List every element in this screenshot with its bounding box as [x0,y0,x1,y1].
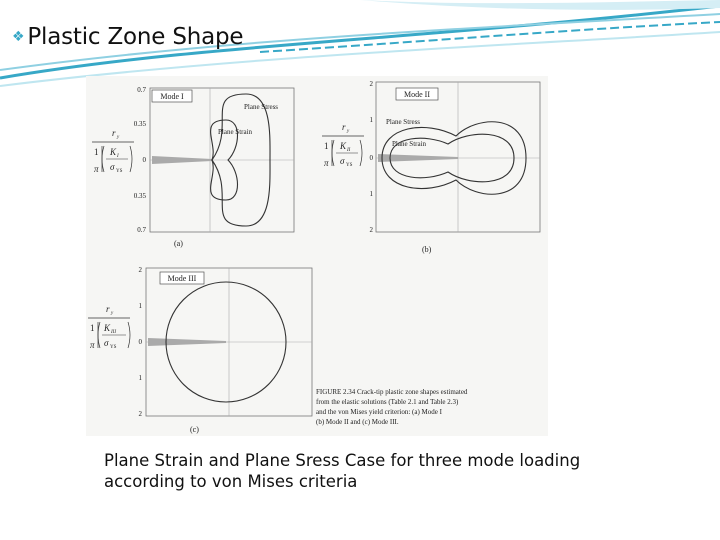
a-tick-1: 0.35 [133,120,146,128]
svg-text:π: π [90,340,95,350]
a-tick-0: 0.7 [137,86,146,94]
b-label-plane-strain: Plane Strain [392,140,427,148]
svg-text:K: K [104,323,111,333]
figure-caption-line-0: FIGURE 2.34 Crack-tip plastic zone shapes estimated [316,388,468,396]
svg-text:y: y [117,135,120,140]
svg-text:r: r [342,122,346,132]
figure-caption-line-3: (b) Mode II and (c) Mode III. [316,418,399,426]
svg-text:1: 1 [94,147,99,157]
c-tick-0: 2 [138,266,142,274]
slide-title [12,24,243,50]
svg-text:1: 1 [90,323,95,333]
a-mode-label: Mode I [160,92,184,101]
svg-text:YS: YS [346,163,353,168]
a-label-plane-strain: Plane Strain [218,128,253,136]
svg-text:r: r [112,128,116,138]
c-tick-3: 1 [138,374,142,382]
svg-text:π: π [324,158,329,168]
a-label-plane-stress: Plane Stress [244,103,279,111]
svg-text:r: r [106,304,110,314]
svg-text:I: I [117,154,119,159]
c-tick-1: 1 [138,302,142,310]
svg-text:σ: σ [110,162,115,172]
c-tick-2: 0 [138,338,142,346]
figure-caption-line-1: from the elastic solutions (Table 2.1 and Table 2.3) [316,398,459,406]
b-tick-1: 1 [369,116,373,124]
svg-text:K: K [110,147,117,157]
a-tick-4: 0.7 [137,226,146,234]
bullet-icon: ❖ [12,29,25,45]
svg-text:II: II [347,148,351,153]
b-mode-label: Mode II [404,90,430,99]
c-tick-4: 2 [138,410,142,418]
svg-text:y: y [111,311,114,316]
a-tick-3: 0.35 [133,192,146,200]
b-tick-3: 1 [369,190,373,198]
a-tick-2: 0 [142,156,146,164]
svg-text:K: K [340,141,347,151]
svg-text:π: π [94,164,99,174]
svg-text:σ: σ [104,338,109,348]
slide-caption: Plane Strain and Plane Sress Case for three mode loading according to von Mises criteria [104,451,581,491]
figure-background [86,76,548,436]
b-tick-2: 0 [369,154,373,162]
plastic-zone-figure [86,76,548,436]
svg-text:1: 1 [324,141,329,151]
c-panel-label: (c) [190,425,199,434]
svg-text:YS: YS [116,169,123,174]
c-mode-label: Mode III [167,274,197,283]
b-label-plane-stress: Plane Stress [386,118,421,126]
svg-text:σ: σ [340,156,345,166]
b-tick-4: 2 [369,226,373,234]
b-panel-label: (b) [422,245,432,254]
svg-text:III: III [111,330,116,335]
svg-text:YS: YS [110,345,117,350]
svg-text:y: y [347,129,350,134]
a-panel-label: (a) [174,239,183,248]
figure-caption-line-2: and the von Mises yield criterion: (a) Mode I [316,408,442,416]
b-tick-0: 2 [369,80,373,88]
slide-title-text: Plastic Zone Shape [27,24,244,50]
